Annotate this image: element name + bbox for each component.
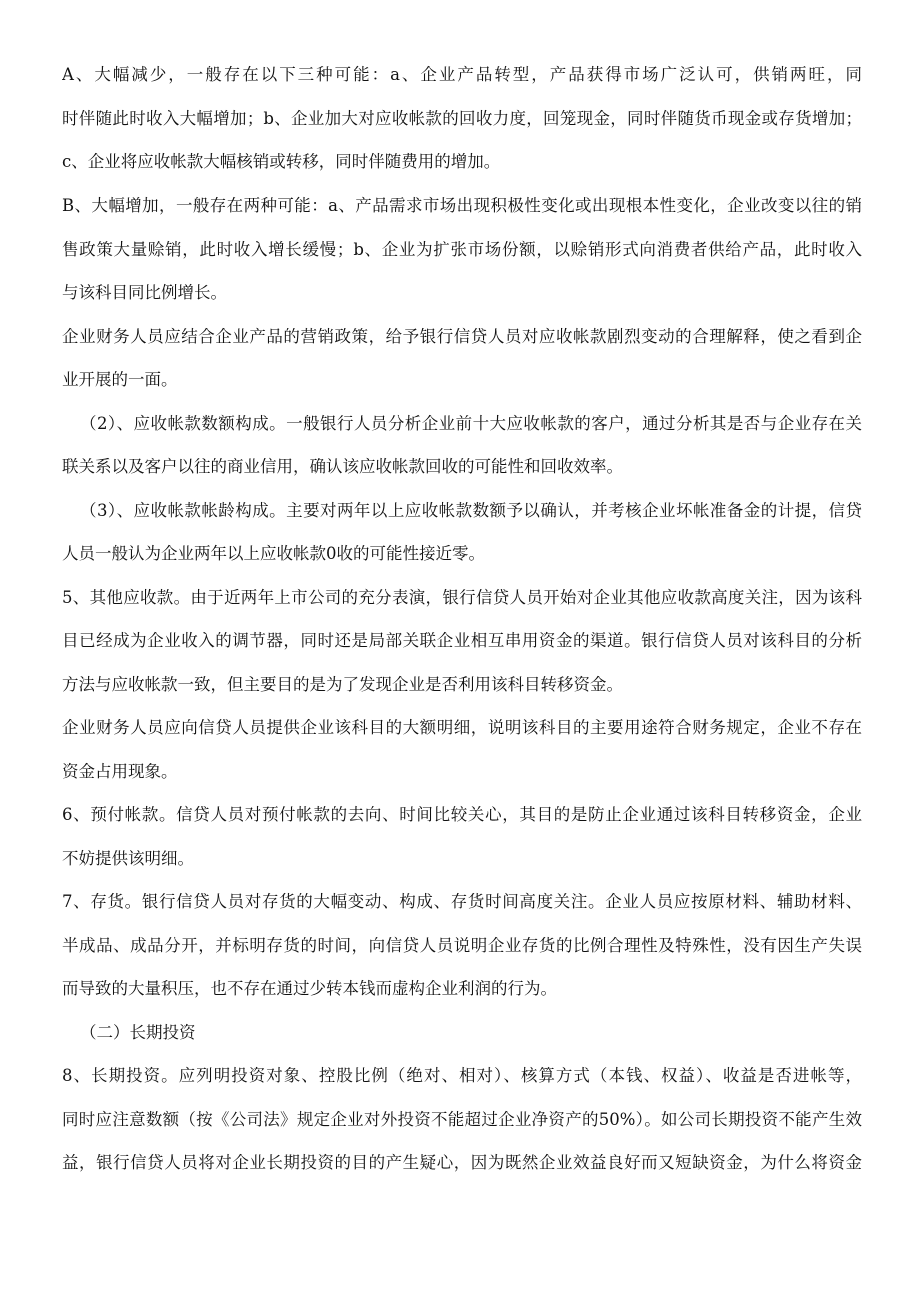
text-line-13: 5、其他应收款。由于近两年上市公司的充分表演，银行信贷人员开始对企业其他应收款高度关注，因为该科 [62,588,862,607]
text-line-5: 售政策大量赊销，此时收入增长缓慢；b、企业为扩张市场份额，以赊销形式向消费者供给产品，此时收入 [62,240,862,259]
text-line-17: 资金占用现象。 [62,762,178,781]
text-line-4: B、大幅增加，一般存在两种可能：a、产品需求市场出现积极性变化或出现根本性变化，企业改变以往的销 [62,196,862,215]
text-line-26: 益，银行信贷人员将对企业长期投资的目的产生疑心，因为既然企业效益良好而又短缺资金，为什么将资金 [62,1153,862,1172]
text-line-7: 企业财务人员应结合企业产品的营销政策，给予银行信贷人员对应收帐款剧烈变动的合理解释，使之看到企 [62,327,862,346]
text-line-18: 6、预付帐款。信贷人员对预付帐款的去向、时间比较关心，其目的是防止企业通过该科目转移资金，企业 [62,805,862,824]
text-line-16: 企业财务人员应向信贷人员提供企业该科目的大额明细，说明该科目的主要用途符合财务规定，企业不存在 [62,718,862,737]
text-line-12: 人员一般认为企业两年以上应收帐款0收的可能性接近零。 [62,544,485,563]
text-line-15: 方法与应收帐款一致，但主要目的是为了发现企业是否利用该科目转移资金。 [62,675,623,694]
section-heading-long-term-investment: （二）长期投资 [80,1023,196,1042]
text-line-14: 目已经成为企业收入的调节器，同时还是局部关联企业相互串用资金的渠道。银行信贷人员对该科目的分析 [62,631,862,650]
text-line-3: c、企业将应收帐款大幅核销或转移，同时伴随费用的增加。 [62,152,501,171]
text-line-22: 而导致的大量积压，也不存在通过少转本钱而虚构企业利润的行为。 [62,979,557,998]
text-line-24: 8、长期投资。应列明投资对象、控股比例（绝对、相对）、核算方式（本钱、权益）、收益是否进帐等， [62,1066,862,1085]
text-line-19: 不妨提供该明细。 [62,849,194,868]
text-line-6: 与该科目同比例增长。 [62,283,227,302]
text-line-9: （2）、应收帐款数额构成。一般银行人员分析企业前十大应收帐款的客户，通过分析其是否与企业存在关 [80,414,862,433]
text-line-1: A、大幅减少，一般存在以下三种可能：a、企业产品转型，产品获得市场广泛认可，供销两旺，同 [62,65,862,84]
text-line-2: 时伴随此时收入大幅增加；b、企业加大对应收帐款的回收力度，回笼现金，同时伴随货币现金或存货增加； [62,109,862,128]
text-line-11: （3）、应收帐款帐龄构成。主要对两年以上应收帐款数额予以确认，并考核企业坏帐准备金的计提，信贷 [80,501,862,520]
text-line-10: 联关系以及客户以往的商业信用，确认该应收帐款回收的可能性和回收效率。 [62,457,623,476]
text-line-8: 业开展的一面。 [62,370,178,389]
text-line-21: 半成品、成品分开，并标明存货的时间，向信贷人员说明企业存货的比例合理性及特殊性，没有因生产失误 [62,936,862,955]
text-line-20: 7、存货。银行信贷人员对存货的大幅变动、构成、存货时间高度关注。企业人员应按原材料、辅助材料、 [62,892,862,911]
text-line-25: 同时应注意数额（按《公司法》规定企业对外投资不能超过企业净资产的50%）。如公司长期投资不能产生效 [62,1110,862,1129]
